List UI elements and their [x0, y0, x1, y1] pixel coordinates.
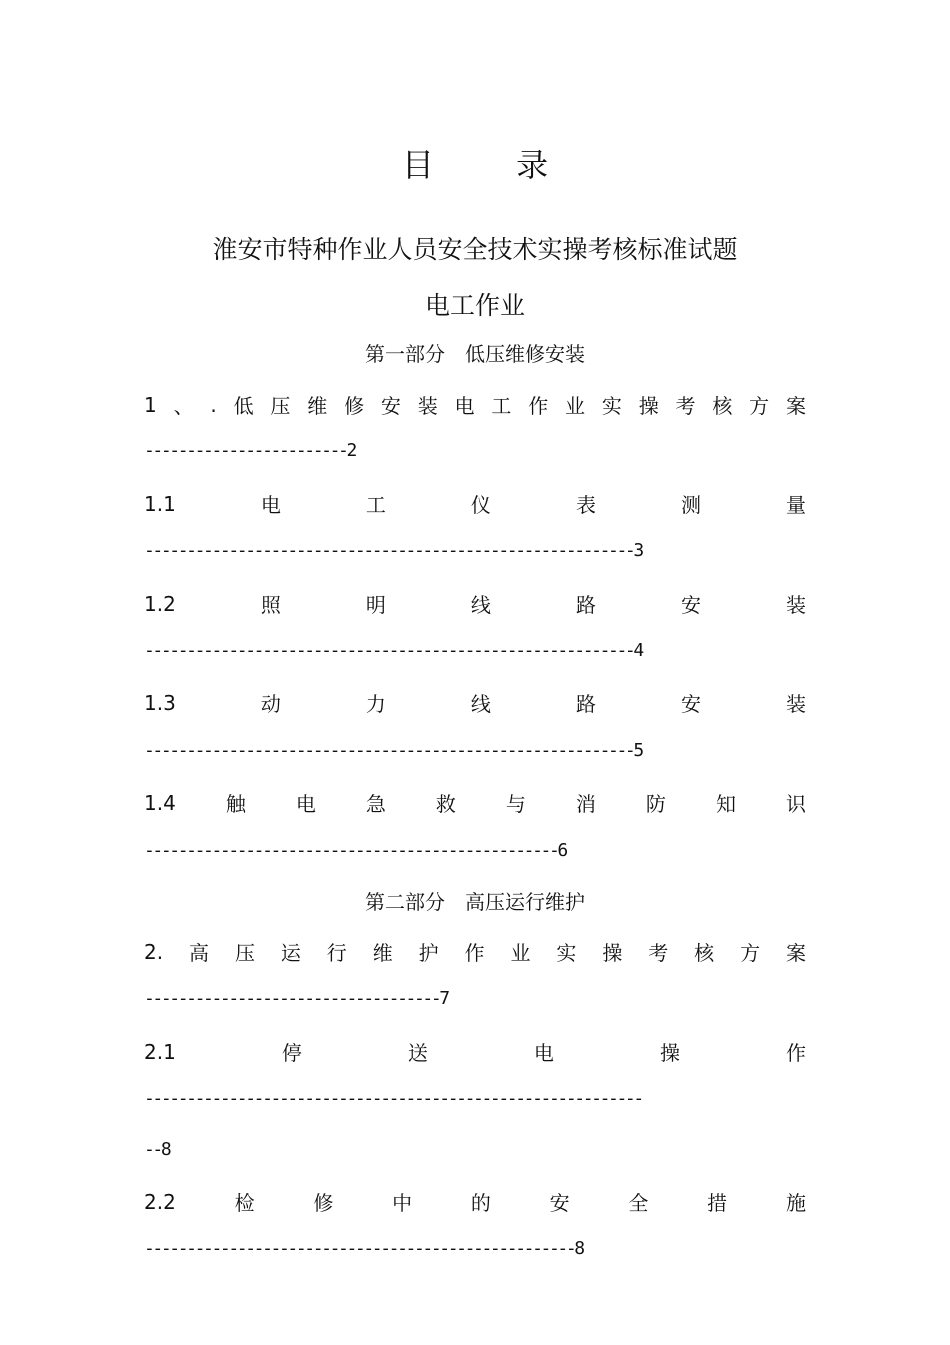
toc-entry-token: 维 [307, 394, 328, 418]
toc-entry-token: 作 [464, 941, 485, 965]
toc-entry-token: 明 [365, 593, 386, 617]
toc-entry-token: 1.2 [144, 591, 176, 616]
toc-entry-token: 防 [645, 792, 666, 816]
toc-entry-token: 与 [505, 792, 526, 816]
toc-leader-1-4: -------------------------------------------------6 [144, 840, 566, 861]
toc-entry-token: 案 [786, 394, 806, 418]
toc-entry-token: 方 [740, 941, 761, 965]
page-title: 目 录 [401, 146, 585, 184]
toc-entry-token: 中 [392, 1191, 413, 1215]
toc-leader-1-2: ----------------------------------------------------------4 [144, 640, 642, 661]
document-subtitle: 电工作业 [424, 291, 525, 320]
toc-entry-token: 操 [602, 941, 623, 965]
toc-entry-token: 行 [326, 941, 347, 965]
toc-entry-1[interactable] [144, 390, 806, 419]
toc-entry-1-1[interactable] [144, 489, 806, 518]
toc-entry-1-2[interactable] [144, 589, 806, 618]
toc-entry-token: 的 [470, 1191, 491, 1215]
toc-entry-token: 1.3 [144, 690, 176, 715]
toc-entry-token: 消 [575, 792, 596, 816]
toc-leader-1-1: ----------------------------------------------------------3 [144, 540, 642, 561]
toc-entry-token: 电 [295, 792, 316, 816]
toc-entry-token: 仪 [470, 493, 491, 517]
toc-entry-token: 测 [680, 493, 701, 517]
toc-entry-2[interactable] [144, 937, 806, 966]
toc-entry-token: 工 [365, 493, 386, 517]
toc-entry-token: 实 [601, 394, 622, 418]
toc-entry-token: 2.2 [144, 1189, 176, 1214]
toc-entry-token: 救 [435, 792, 456, 816]
toc-entry-token: 1.1 [144, 491, 176, 516]
toc-entry-token: 案 [786, 941, 806, 965]
toc-entry-token: 装 [786, 593, 806, 617]
toc-entry-token: 修 [313, 1191, 334, 1215]
toc-entry-token: 路 [575, 692, 596, 716]
toc-entry-token: 检 [234, 1191, 255, 1215]
toc-entry-token: 工 [491, 394, 512, 418]
toc-entry-token: 装 [786, 692, 806, 716]
toc-leader-1: ------------------------2 [144, 440, 355, 461]
toc-entry-token: 安 [549, 1191, 570, 1215]
toc-leader-2-2: ---------------------------------------------------8 [144, 1238, 583, 1259]
toc-entry-token: 电 [533, 1041, 554, 1065]
toc-entry-token: 1 [144, 392, 157, 417]
toc-entry-token: 线 [470, 593, 491, 617]
toc-entry-token: 作 [785, 1041, 806, 1065]
toc-entry-token: 安 [380, 394, 401, 418]
toc-entry-token: 急 [365, 792, 386, 816]
toc-entry-token: 2.1 [144, 1039, 176, 1064]
part-heading-2: 第二部分 高压运行维护 [365, 890, 585, 914]
toc-leader-1-3: ----------------------------------------------------------5 [144, 740, 642, 761]
toc-entry-token: 全 [628, 1191, 649, 1215]
toc-entry-2-1[interactable] [144, 1037, 806, 1066]
toc-entry-token: 核 [694, 941, 715, 965]
toc-entry-token: 压 [270, 394, 291, 418]
toc-entry-token: . [210, 392, 217, 417]
toc-entry-token: 安 [680, 692, 701, 716]
toc-entry-token: 、 [173, 394, 194, 418]
toc-entry-token: 路 [575, 593, 596, 617]
toc-entry-token: 高 [189, 941, 210, 965]
toc-entry-1-4[interactable] [144, 788, 806, 817]
toc-entry-1-3[interactable] [144, 688, 806, 717]
toc-entry-token: 核 [712, 394, 733, 418]
toc-entry-token: 量 [786, 493, 806, 517]
toc-entry-token: 照 [260, 593, 281, 617]
toc-entry-token: 电 [454, 394, 475, 418]
toc-entry-token: 力 [365, 692, 386, 716]
toc-entry-token: 业 [565, 394, 586, 418]
toc-entry-token: 2. [144, 939, 164, 964]
toc-entry-token: 操 [659, 1041, 680, 1065]
toc-leader-2-1-cont: --8 [144, 1139, 170, 1160]
toc-entry-token: 动 [260, 692, 281, 716]
toc-entry-token: 触 [225, 792, 246, 816]
toc-entry-token: 知 [715, 792, 736, 816]
document-title: 淮安市特种作业人员安全技术实操考核标准试题 [212, 235, 738, 264]
toc-entry-token: 压 [234, 941, 255, 965]
toc-entry-token: 护 [418, 941, 439, 965]
toc-entry-token: 维 [372, 941, 393, 965]
toc-entry-token: 装 [417, 394, 438, 418]
toc-entry-token: 考 [648, 941, 669, 965]
toc-entry-token: 方 [749, 394, 770, 418]
toc-entry-token: 施 [785, 1191, 806, 1215]
toc-entry-token: 识 [785, 792, 806, 816]
toc-entry-token: 送 [407, 1041, 428, 1065]
toc-entry-token: 考 [675, 394, 696, 418]
toc-entry-token: 业 [510, 941, 531, 965]
part-heading-1: 第一部分 低压维修安装 [365, 342, 585, 366]
toc-entry-token: 实 [556, 941, 577, 965]
toc-entry-token: 低 [233, 394, 254, 418]
toc-entry-token: 表 [575, 493, 596, 517]
toc-entry-token: 1.4 [144, 790, 176, 815]
toc-entry-2-2[interactable] [144, 1187, 806, 1216]
toc-entry-token: 安 [680, 593, 701, 617]
toc-entry-token: 线 [470, 692, 491, 716]
toc-entry-token: 修 [344, 394, 365, 418]
toc-entry-token: 作 [528, 394, 549, 418]
toc-leader-2-1: ----------------------------------------------------------- [144, 1088, 642, 1109]
toc-entry-token: 运 [280, 941, 301, 965]
toc-leader-2: -----------------------------------7 [144, 988, 448, 1009]
toc-entry-token: 措 [707, 1191, 728, 1215]
toc-entry-token: 电 [260, 493, 281, 517]
toc-entry-token: 操 [638, 394, 659, 418]
toc-entry-token: 停 [281, 1041, 302, 1065]
